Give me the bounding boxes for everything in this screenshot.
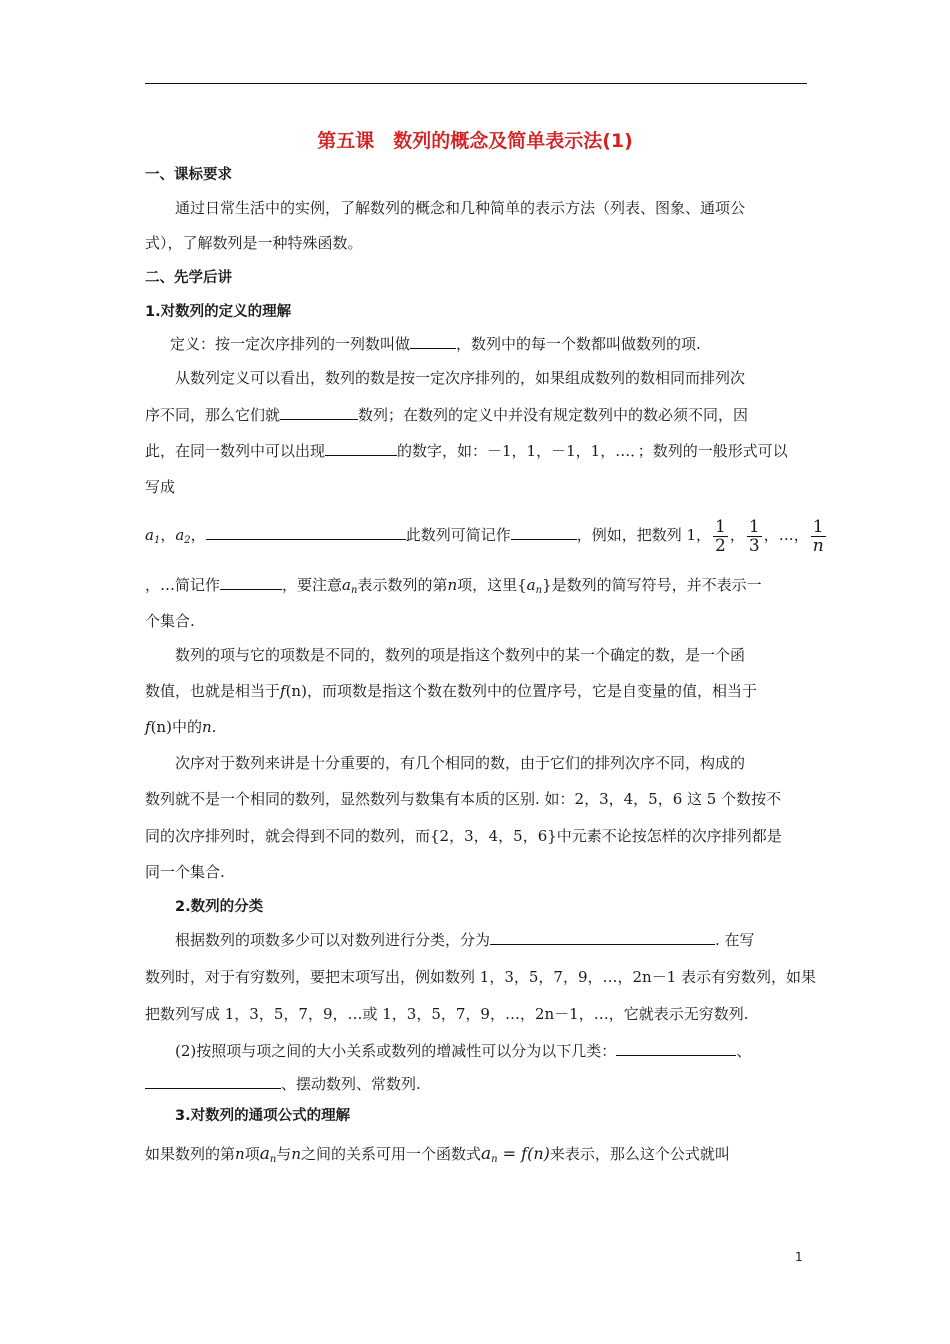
var-n: n	[447, 576, 458, 594]
subsection-heading-definition: 1.对数列的定义的理解	[145, 304, 292, 320]
text: 数列；在数列的定义中并没有规定数列中的数必须不同，因	[358, 406, 749, 424]
term-a: a	[145, 526, 154, 544]
var-n: n	[235, 1145, 245, 1163]
text: ，…，	[763, 526, 809, 544]
term-a: a	[481, 1144, 492, 1164]
subscript: 1	[153, 535, 161, 546]
text: ，…简记作	[145, 576, 221, 594]
section-heading-standards: 一、课标要求	[145, 167, 232, 183]
subscript: n	[535, 585, 543, 596]
subscript: n	[491, 1154, 498, 1165]
text: ，而项数是指这个数在数列中的位置序号，它是自变量的值，相当于	[306, 682, 757, 700]
section-heading-prelearn: 二、先学后讲	[145, 270, 232, 286]
text: ，数列中的每一个数都叫做数列的项.	[456, 335, 701, 353]
paragraph-line	[145, 575, 807, 601]
paragraph-line: 从数列定义可以看出，数列的数是按一定次序排列的，如果组成数列的数相同而排列次	[175, 369, 746, 387]
paragraph-line: 个集合.	[145, 612, 195, 630]
paragraph-line: 数列的项与它的项数是不同的，数列的项是指这个数列中的某一个确定的数，是一个函	[175, 646, 746, 664]
numerator: 1	[715, 516, 726, 537]
term-a: a	[342, 576, 351, 594]
text: 如果数列的第	[145, 1145, 236, 1163]
numerator: 1	[811, 518, 826, 537]
fill-blank[interactable]	[280, 405, 358, 420]
text: ，	[190, 526, 206, 544]
fill-blank[interactable]	[616, 1041, 736, 1056]
paragraph-line: 通过日常生活中的实例，了解数列的概念和几种简单的表示方法（列表、图象、通项公	[175, 199, 746, 217]
paragraph-line: 数列时，对于有穷数列，要把末项写出，例如数列 1，3，5，7，9，…，2n－1 表示有穷数列，如果	[145, 968, 817, 986]
fill-blank[interactable]	[325, 441, 397, 456]
paragraph-line: 同的次序排列时，就会得到不同的数列，而{2，3，4，5，6}中元素不论按怎样的次序排列都是	[145, 827, 782, 845]
numerator: 1	[748, 516, 760, 537]
text: ，	[729, 526, 745, 544]
text: 、摆动数列、常数列.	[281, 1075, 421, 1093]
paragraph-line	[145, 1142, 807, 1170]
subscript: n	[350, 585, 358, 596]
text: 、	[736, 1042, 752, 1060]
text: 之间的关系可用一个函数式	[300, 1145, 481, 1163]
text: 根据数列的项数多少可以对数列进行分类，分为	[175, 931, 491, 949]
general-form-line	[145, 513, 824, 557]
fill-blank[interactable]	[490, 930, 715, 945]
text: ，要注意	[282, 576, 343, 594]
text: 表示数列的第	[357, 576, 448, 594]
var-n: n	[201, 718, 212, 736]
fill-blank[interactable]	[145, 1074, 281, 1089]
fill-blank[interactable]	[206, 525, 406, 540]
paragraph-line	[145, 405, 807, 425]
subscript: 2	[184, 535, 191, 546]
page-title: 第五课 数列的概念及简单表示法(1)	[317, 130, 633, 152]
fraction-third	[747, 518, 762, 555]
fraction-half	[713, 518, 728, 555]
term-a: a	[259, 1144, 270, 1164]
text: .	[211, 718, 217, 736]
text: 定义：按一定次序排列的一列数叫做	[170, 335, 411, 353]
paragraph-line	[145, 717, 807, 737]
equation: = f(n)	[497, 1144, 550, 1163]
header-rule	[145, 83, 807, 84]
fill-blank[interactable]	[410, 334, 456, 349]
text: (2)按照项与项之间的大小关系或数列的增减性可以分为以下几类：	[175, 1042, 617, 1060]
paragraph-line	[145, 1041, 807, 1061]
func-f: f	[145, 718, 151, 736]
text: 的数字，如：－1，1，－1，1，…．；数列的一般形式可以	[397, 442, 788, 460]
subsection-heading-classification: 2.数列的分类	[175, 899, 264, 915]
denominator: n	[812, 535, 824, 556]
paragraph-line: 次序对于数列来讲是十分重要的，有几个相同的数，由于它们的排列次序不同，构成的	[175, 754, 746, 772]
term-a: a	[526, 576, 536, 594]
denominator: 3	[748, 535, 760, 556]
text: ，	[160, 526, 176, 544]
func-f: f	[280, 682, 286, 700]
subscript: n	[269, 1154, 277, 1165]
paragraph-line: 式），了解数列是一种特殊函数。	[145, 234, 363, 252]
fill-blank[interactable]	[511, 525, 577, 540]
text: 来表示，那么这个公式就叫	[549, 1145, 730, 1163]
text: 项，这里{	[457, 576, 527, 594]
paragraph-line: 同一个集合.	[145, 863, 225, 881]
page-number: 1	[795, 1250, 803, 1264]
text: 项	[244, 1145, 260, 1163]
paragraph-line: 数列就不是一个相同的数列，显然数列与数集有本质的区别. 如：2，3，4，5，6 这 5 个数按不	[145, 790, 782, 808]
text: 此数列可简记作	[405, 526, 511, 544]
denominator: 2	[715, 535, 726, 556]
text: (n)	[285, 682, 307, 700]
paragraph-line: 把数列写成 1，3，5，7，9，…或 1，3，5，7，9，…，2n－1，…，它就表示无穷数列.	[145, 1005, 749, 1023]
text: ，例如，把数列 1，	[576, 526, 712, 544]
text: 此，在同一数列中可以出现	[145, 442, 326, 460]
paragraph-line	[145, 441, 807, 461]
subsection-heading-general-term: 3.对数列的通项公式的理解	[175, 1108, 351, 1124]
text: 序不同，那么它们就	[145, 406, 281, 424]
text: }是数列的简写符号，并不表示一	[542, 576, 762, 594]
term-a: a	[175, 526, 185, 544]
paragraph-line: 写成	[145, 478, 176, 496]
fraction-one-over-n	[811, 518, 826, 555]
fill-blank[interactable]	[220, 575, 282, 590]
paragraph-line	[145, 681, 807, 701]
text: 中的	[171, 718, 202, 736]
text: 数值，也就是相当于	[145, 682, 281, 700]
paragraph-line	[145, 930, 807, 950]
var-n: n	[291, 1145, 301, 1163]
paragraph-line	[145, 1074, 807, 1094]
definition-line	[145, 334, 807, 354]
text: 与	[276, 1145, 292, 1163]
text: (n)	[150, 718, 172, 736]
text: . 在写	[715, 931, 755, 949]
